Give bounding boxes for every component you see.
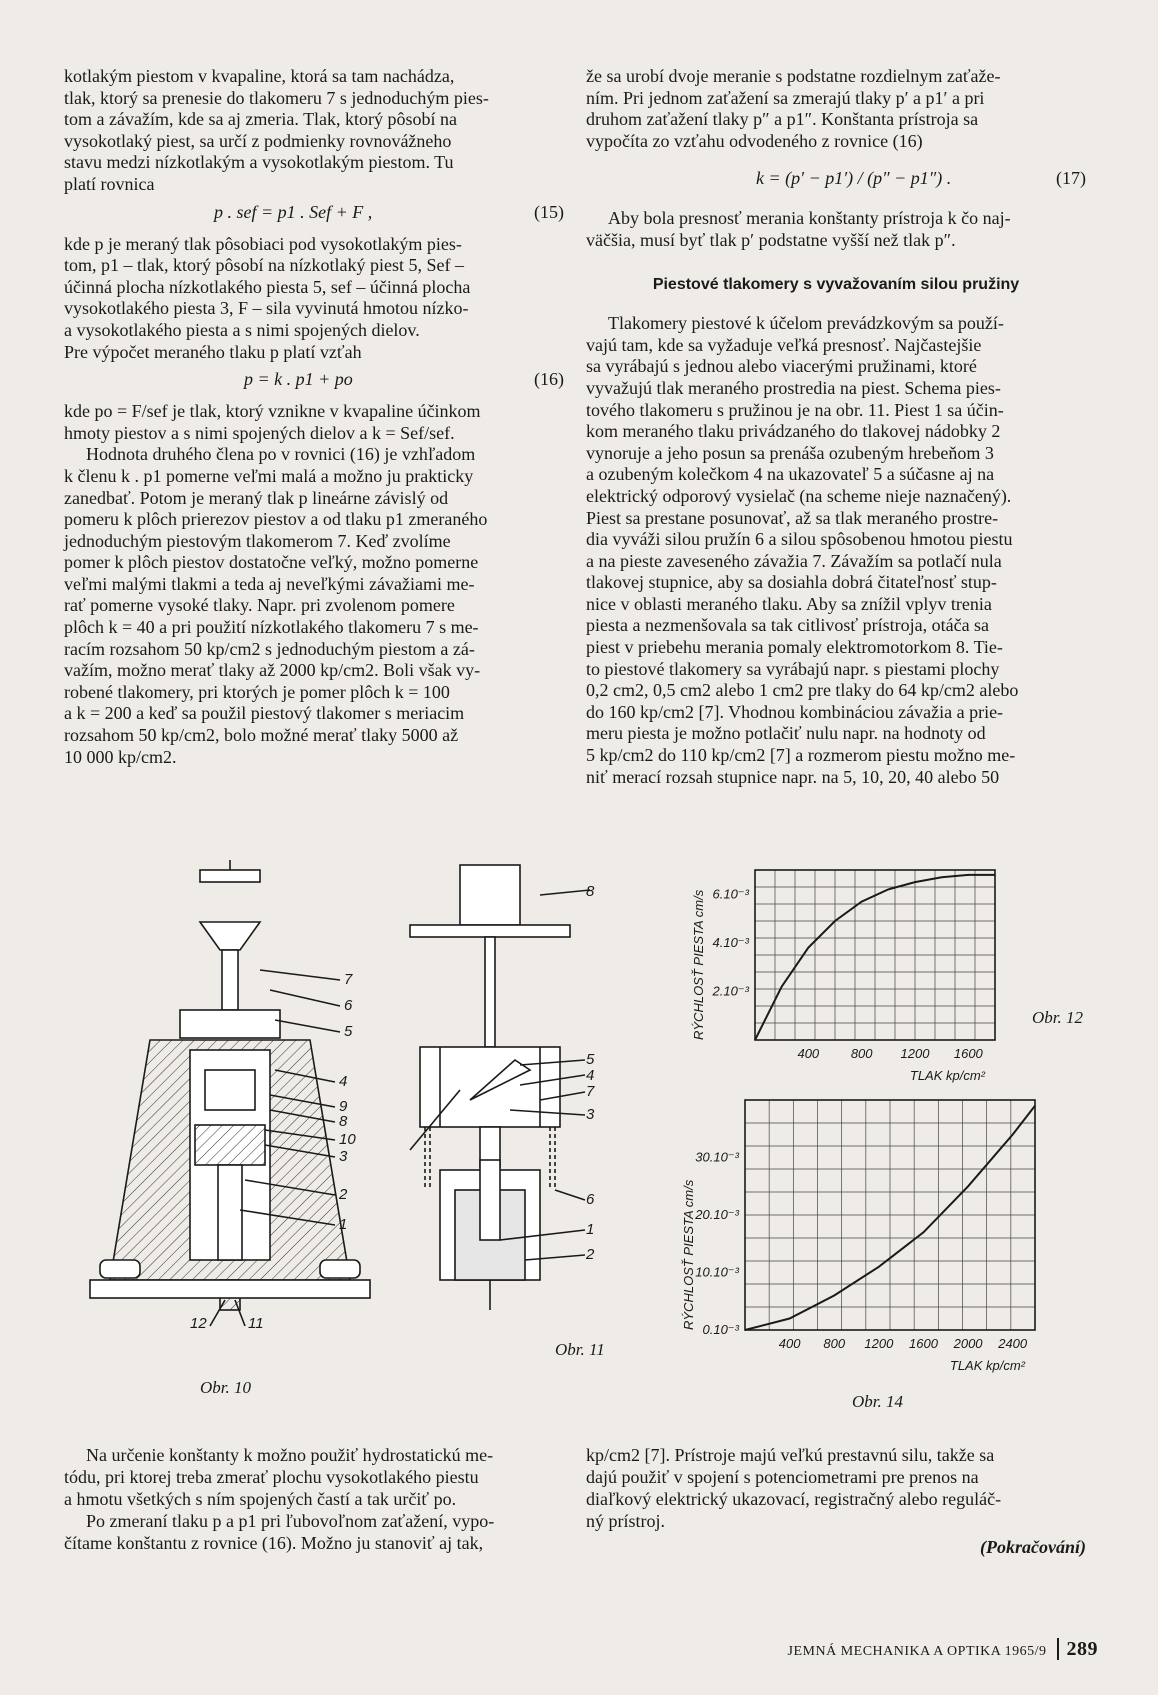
text-line: niť merací rozsah stupnice napr. na 5, 10, 20, 40 alebo 50 (586, 766, 1000, 787)
text-line: k členu k . p1 pomerne veľmi malá a možno ju prakticky (64, 465, 474, 486)
text-line: sa vyrábajú s jednou alebo viacerými pružinami, ktoré (586, 356, 977, 377)
text-line: do 160 kp/cm2 [7]. Vhodnou kombináciou závažia a prie- (586, 701, 1004, 722)
text-line: robené tlakomery, pri ktorých je pomer plôch k = 100 (64, 681, 450, 702)
x-tick-label: 800 (850, 1046, 873, 1061)
text-line: a k = 200 a keď sa použil piestový tlakomer s meriacim (64, 703, 465, 724)
part-label: 6 (344, 997, 353, 1014)
y-tick-label: 2.10⁻³ (712, 983, 749, 999)
text-line: že sa urobí dvoje meranie s podstatne rozdielnym zaťaže- (586, 66, 1001, 86)
text-line: vysokotlakého piesta 3, F – sila vyvinutá hmotou nízko- (64, 298, 469, 319)
text-line: piesta a nezmenšovala sa tak citlivosť prístroja, otáča sa (586, 615, 990, 636)
part-label: 2 (586, 1246, 595, 1263)
text-line: platí rovnica (64, 173, 155, 194)
part-label: 1 (339, 1216, 348, 1233)
left-paragraph-3 (64, 401, 564, 768)
figure-10-caption: Obr. 10 (200, 1378, 252, 1397)
text-line: kotlakým piestom v kvapaline, ktorá sa tam nachádza, (64, 66, 455, 86)
x-tick-label: 1200 (864, 1336, 894, 1351)
part-label: 2 (339, 1186, 348, 1203)
part-label: 3 (339, 1148, 348, 1165)
weight-plate (200, 870, 260, 882)
text-line: a na pieste zaveseného závažia 7. Závažím sa potlačí nula (586, 550, 1002, 571)
text-line: ním. Pri jednom zaťažení sa zmerajú tlaky p′ a p1′ a pri (586, 87, 985, 108)
x-tick-label: 1600 (909, 1336, 938, 1351)
text-line: dia vyváži silou pružín 6 a silou spôsobenou hmotou piestu (586, 529, 1013, 550)
part-label: 9 (339, 1098, 348, 1115)
y-tick-label: 4.10⁻³ (712, 934, 749, 950)
figure-10-drawing (80, 860, 380, 1330)
part-label: 4 (339, 1073, 348, 1090)
text-line: Po zmeraní tlaku p a p1 pri ľubovoľnom zaťažení, vypo- (86, 1511, 495, 1531)
equation-17 (586, 158, 1086, 202)
text-line: tódu, pri ktorej treba zmerať plochu vysokotlakého piestu (64, 1467, 479, 1487)
text-line: pomeru k plôch prierezov piestov a od tlaku p1 zmeraného (64, 509, 488, 530)
section-heading: Piestové tlakomery s vyvažovaním silou pružiny (652, 275, 1020, 293)
text-line: a hmotu všetkých s ním spojených častí a tak určiť po. (64, 1489, 457, 1509)
page-footer (788, 1638, 1098, 1661)
text-line: vynoruje a jeho posun sa prenáša ozubeným hrebeňom 3 (586, 442, 994, 463)
text-line: plôch k = 40 a pri použití nízkotlakého tlakomeru 7 s me- (64, 617, 479, 638)
figure-11-caption: Obr. 11 (555, 1340, 605, 1359)
text-line: druhom zaťažení tlaky p″ a p1″. Konštanta prístroja sa (586, 109, 979, 130)
x-axis-label: TLAK kp/cm² (949, 1358, 1025, 1373)
x-tick-label: 800 (823, 1336, 846, 1351)
text-line: vyvažujú tlak meraného prostredia na piest. Schema pies- (586, 377, 1001, 398)
text-line: to piestové tlakomery sa vyrábajú napr. s piestami plochy (586, 658, 1000, 679)
part-label: 7 (344, 971, 353, 988)
text-line: Pre výpočet meraného tlaku p platí vzťah (64, 341, 362, 362)
motor (460, 865, 520, 925)
text-line: tom, p1 – tlak, ktorý pôsobí na nízkotlaký piest 5, Sef – (64, 255, 464, 276)
text-line: stavu medzi nízkotlakým a vysokotlakým piestom. Tu (64, 152, 454, 173)
text-line: pomer k plôch piestov dostatočne veľký, možno pomerne (64, 552, 479, 573)
left-column (64, 66, 564, 768)
text-line: veľmi malými tlakmi a teda aj neveľkými závažiami me- (64, 573, 475, 594)
part-label: 8 (586, 883, 595, 900)
x-tick-label: 1600 (953, 1046, 983, 1061)
text-line: čítame konštantu z rovnice (16). Možno ju stanoviť aj tak, (64, 1533, 484, 1553)
figure-14-chart (675, 1090, 1055, 1380)
text-line: tom a závažím, kde sa aj zmeria. Tlak, ktorý pôsobí na (64, 109, 458, 130)
equation-body: p . sef = p1 . Sef + F , (214, 201, 373, 222)
right-column (586, 66, 1086, 788)
text-line: účinná plocha nízkotlakého piesta 5, sef – účinná plocha (64, 276, 471, 297)
continuation-note: (Pokračování) (980, 1537, 1086, 1557)
equation-16 (64, 369, 564, 395)
text-line: tlakovej stupnice, aby sa dosiahla dobrá čitateľnosť stup- (586, 572, 997, 593)
y-tick-label: 20.10⁻³ (695, 1207, 739, 1222)
text-line: elektrický odporový vysielač (na scheme nieje naznačený). (586, 485, 1012, 506)
text-line: racím rozsahom 50 kp/cm2 s jednoduchým piestom a zá- (64, 638, 475, 659)
text-line: väčšia, musí byť tlak p′ podstatne vyšší než tlak p″. (586, 229, 956, 250)
text-line: Piest sa prestane posunovať, až sa tlak meraného prostre- (586, 507, 999, 528)
text-line: nice v oblasti meraného tlaku. Aby sa znížil vplyv trenia (586, 593, 992, 614)
text-line: rozsahom 50 kp/cm2, bolo možné merať tlaky 5000 až (64, 725, 459, 746)
figure-12-chart (675, 860, 1015, 1090)
text-line: vysokotlaký piest, sa určí z podmienky rovnovážneho (64, 130, 452, 151)
text-line: 0,2 cm2, 0,5 cm2 alebo 1 cm2 pre tlaky do 64 kp/cm2 alebo (586, 680, 1019, 701)
bottom-right-text (586, 1444, 1086, 1558)
right-paragraph-2 (586, 208, 1086, 251)
text-line: Tlakomery piestové k účelom prevádzkovým sa použí- (608, 313, 1004, 334)
text-line: 5 kp/cm2 do 110 kp/cm2 [7] a rozmerom piestu možno me- (586, 745, 1016, 766)
equation-number: (17) (1056, 168, 1086, 189)
text-line: ný prístroj. (586, 1511, 665, 1531)
y-tick-label: 10.10⁻³ (695, 1264, 739, 1280)
part-label: 3 (586, 1106, 595, 1123)
x-tick-label: 400 (778, 1336, 801, 1351)
figure-14-caption: Obr. 14 (852, 1392, 904, 1411)
x-tick-label: 2000 (953, 1336, 983, 1351)
text-line: jednoduchým piestovým tlakomerom 7. Keď zvolíme (64, 530, 451, 551)
x-tick-label: 1200 (900, 1046, 930, 1061)
left-paragraph-1 (64, 66, 564, 196)
figure-11-drawing (400, 860, 600, 1310)
text-line: a vysokotlakého piesta a s nimi spojených dielov. (64, 319, 420, 340)
text-line: vajú tam, kde sa vyžaduje veľká presnosť. Najčastejšie (586, 334, 982, 355)
text-line: Hodnota druhého člena po v rovnici (16) je vzhľadom (86, 444, 476, 465)
text-line: meru piesta je možno potlačiť nulu napr. na hodnoty od (586, 723, 986, 744)
part-label: 10 (339, 1131, 356, 1148)
part-label: 5 (344, 1023, 353, 1040)
text-line: tlak, ktorý sa prenesie do tlakomeru 7 s jednoduchým pies- (64, 87, 489, 108)
page-number: 289 (1057, 1638, 1099, 1660)
text-line: važím, možno merať tlaky až 2000 kp/cm2. Boli však vy- (64, 660, 481, 681)
equation-15 (64, 202, 564, 228)
text-line: kom meraného tlaku privádzaného do tlakovej nádobky 2 (586, 421, 1001, 442)
part-label: 1 (586, 1221, 595, 1238)
y-tick-label: 0.10⁻³ (702, 1322, 739, 1337)
y-axis-label: RÝCHLOSŤ PIESTA cm/s (691, 889, 706, 1040)
equation-body: p = k . p1 + po (244, 369, 353, 390)
equation-number: (15) (534, 201, 564, 222)
equation-number: (16) (534, 369, 564, 390)
y-tick-label: 30.10⁻³ (695, 1149, 739, 1165)
bottom-left-text (64, 1444, 564, 1554)
text-line: a ozubeným kolečkom 4 na ukazovateľ 5 a súčasne aj na (586, 464, 995, 485)
x-axis-label: TLAK kp/cm² (909, 1068, 985, 1083)
text-line: kp/cm2 [7]. Prístroje majú veľkú prestavnú silu, takže sa (586, 1445, 995, 1465)
y-tick-label: 6.10⁻³ (712, 886, 749, 902)
text-line: 10 000 kp/cm2. (64, 746, 177, 767)
figure-12-caption: Obr. 12 (1032, 1008, 1084, 1027)
right-paragraph-1 (586, 66, 1086, 152)
text-line: diaľkový elektrický ukazovací, registračný alebo reguláč- (586, 1489, 1002, 1509)
text-line: piest v priebehu merania pomaly elektromotorkom 8. Tie- (586, 637, 1003, 658)
weight-cup (200, 922, 260, 950)
text-line: dajú použiť v spojení s potenciometrami pre prenos na (586, 1467, 979, 1487)
part-label: 5 (586, 1051, 595, 1068)
equation-body: k = (p′ − p1′) / (p″ − p1″) . (756, 168, 952, 189)
part-label: 4 (586, 1067, 595, 1084)
right-paragraph-3 (586, 313, 1086, 788)
y-axis-label: RÝCHLOSŤ PIESTA cm/s (681, 1179, 696, 1330)
text-line: hmoty piestov a s nimi spojených dielov a k = Sef/sef. (64, 422, 455, 443)
text-line: tového tlakomeru s pružinou je na obr. 11. Piest 1 sa účin- (586, 399, 1004, 420)
part-label: 6 (586, 1191, 595, 1208)
part-label: 12 (190, 1315, 207, 1330)
part-label: 11 (248, 1315, 264, 1330)
text-line: Aby bola presnosť merania konštanty prístroja k čo naj- (608, 208, 1011, 229)
text-line: Na určenie konštanty k možno použiť hydrostatickú me- (86, 1445, 494, 1465)
text-line: kde p je meraný tlak pôsobiaci pod vysokotlakým pies- (64, 233, 462, 254)
journal-name: JEMNÁ MECHANIKA A OPTIKA 1965/9 (787, 1644, 1047, 1659)
text-line: vypočíta zo vzťahu odvodeného z rovnice (16) (586, 130, 923, 151)
part-label: 8 (339, 1113, 348, 1130)
x-tick-label: 400 (797, 1046, 820, 1061)
text-line: kde po = F/sef je tlak, ktorý vznikne v kvapaline účinkom (64, 401, 481, 422)
text-line: rať pomerne vysoké tlaky. Napr. pri zvolenom pomere (64, 595, 455, 616)
x-tick-label: 2400 (998, 1336, 1028, 1351)
text-line: zanedbať. Potom je meraný tlak p lineárne závislý od (64, 487, 449, 508)
part-label: 7 (586, 1083, 595, 1100)
left-paragraph-2 (64, 234, 564, 364)
